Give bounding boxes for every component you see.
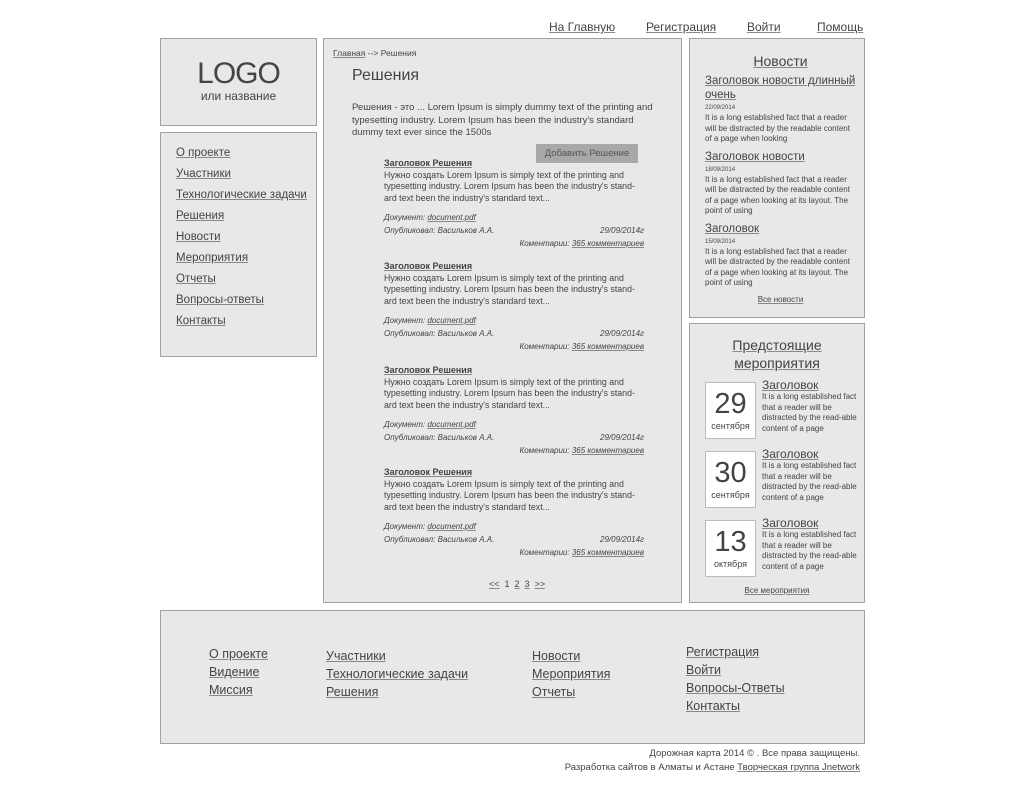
nav-home[interactable]: На Главную [549,20,616,34]
footer-link-row [326,647,468,665]
solution-text: Нужно создать Lorem Ipsum is simply text of the printing and typesetting industry. Lorem Ipsum has been the industry's stand-ard text been the industry's standard text... [384,478,635,512]
document-line [384,211,644,224]
footer-link[interactable]: О проекте [209,647,268,661]
footer-link-row [686,697,785,715]
solution-entry [384,158,644,250]
solution-title-row [384,467,644,479]
page-link[interactable]: 3 [524,579,530,589]
event-body [762,378,862,442]
solution-entry [384,261,644,353]
footer-column [532,647,610,701]
sidebar-item-label[interactable]: Мероприятия [176,252,249,264]
event-text: It is a long established fact that a reader will be distracted by the read-able content of a page [762,530,857,571]
events-panel [689,323,865,603]
news-item-title-row [705,222,856,236]
footer-link-row [532,683,610,701]
news-item-date: 18/09/2014 [705,166,736,173]
developer-text: Разработка сайтов в Алматы и Астане [564,762,738,773]
author-date-row [384,327,644,340]
page-link[interactable]: 2 [514,579,520,589]
sidebar-item-label[interactable]: Новости [176,231,221,243]
news-title[interactable]: Новости [753,53,808,69]
sidebar-item[interactable] [176,189,316,210]
footer-link[interactable]: Мероприятия [532,667,611,681]
document-link[interactable]: document.pdf [427,522,476,531]
sidebar-item[interactable] [176,147,316,168]
nav-help[interactable]: Помощь [817,20,864,34]
event-day: 13 [714,526,747,558]
comments-line [384,546,644,559]
sidebar-item[interactable] [176,294,316,315]
news-item [705,150,856,217]
sidebar-item[interactable] [176,273,316,294]
document-label: Документ: [384,213,428,222]
footer-link-row [209,681,268,699]
footer-link-row [326,665,468,683]
event-date-box [705,382,756,439]
footer-link-row [326,683,468,701]
copyright: Дорожная карта 2014 © . Все права защищены. [649,748,860,759]
author-date-row [384,431,644,444]
main-content [323,38,682,603]
event-month: сентября [711,421,750,431]
logo[interactable] [160,38,317,126]
news-item-text: It is a long established fact that a reader will be distracted by the readable content of a page when looking at its layout. The point of using [705,174,850,215]
sidebar-item[interactable] [176,315,316,336]
news-item-title[interactable]: Заголовок новости длинный очень [705,75,856,101]
document-link[interactable]: document.pdf [427,213,476,222]
sidebar-item-label[interactable]: Технологические задачи [176,189,307,201]
author: Опубликовал: Васильков А.А. [384,226,495,235]
solution-entry [384,467,644,559]
footer-link-row [686,643,785,661]
footer-link[interactable]: Отчеты [532,685,576,699]
page-title: Решения [352,67,420,84]
news-item [705,74,856,145]
comments-label: Коментарии: [519,548,572,557]
event-day: 29 [714,388,747,420]
footer-link-row [209,645,268,663]
sidebar-item-label[interactable]: Вопросы-ответы [176,294,264,306]
publish-date: 29/09/2014г [600,226,644,235]
add-solution-button[interactable]: Добавить Решение [536,144,638,163]
sidebar-item[interactable] [176,231,316,252]
event-body [762,516,862,580]
footer-column [686,643,785,715]
event-title[interactable]: Заголовок [762,447,819,461]
event-title-row [762,516,862,530]
solution-title[interactable]: Заголовок Решения [384,365,473,375]
document-label: Документ: [384,316,428,325]
solution-text: Нужно создать Lorem Ipsum is simply text of the printing and typesetting industry. Lorem Ipsum has been the industry's stand-ard text been the industry's standard text... [384,169,635,203]
breadcrumb-home[interactable]: Главная [333,48,366,58]
news-item-date: 22/09/2014 [705,105,736,111]
comments-link[interactable]: 365 комментариев [571,342,644,351]
sidebar-item-label[interactable]: Контакты [176,315,226,327]
sidebar-item-label[interactable]: О проекте [176,147,231,159]
publish-date: 29/09/2014г [600,433,644,442]
page-link[interactable]: 1 [504,579,510,589]
publish-date: 29/09/2014г [600,535,644,544]
footer-link[interactable]: Вопросы-Ответы [686,681,785,695]
event-text: It is a long established fact that a reader will be distracted by the read-able content of a page [762,392,857,433]
footer-column [326,647,468,701]
solution-title[interactable]: Заголовок Решения [384,158,473,168]
comments-link[interactable]: 365 комментариев [571,239,644,248]
sidebar-item[interactable] [176,252,316,273]
comments-line [384,340,644,353]
logo-title: LOGO [197,57,280,90]
sidebar-item-label[interactable]: Решения [176,210,225,222]
all-events-link[interactable]: Все мероприятия [744,586,810,595]
pagination [489,579,550,589]
event-item [705,378,864,442]
developer-credit [565,762,860,773]
publish-date: 29/09/2014г [600,329,644,338]
document-line [384,314,644,327]
comments-label: Коментарии: [519,342,572,351]
document-line [384,418,644,431]
comments-line [384,444,644,457]
solution-text: Нужно создать Lorem Ipsum is simply text of the printing and typesetting industry. Lorem Ipsum has been the industry's stand-ard text been the industry's standard text... [384,272,635,306]
event-month: сентября [711,490,750,500]
footer-link-row [686,679,785,697]
events-title[interactable]: Предстоящие мероприятия [732,337,822,371]
news-item-title-row [705,150,856,164]
event-date-box [705,520,756,577]
footer-link[interactable]: Войти [686,663,721,677]
solution-title-row [384,261,644,273]
footer-link-row [532,665,610,683]
footer-link[interactable]: Видение [209,665,260,679]
comments-link[interactable]: 365 комментариев [571,446,644,455]
page-link[interactable]: << [489,579,500,589]
comments-label: Коментарии: [519,239,572,248]
news-item-title[interactable]: Заголовок новости [705,150,805,163]
footer-link[interactable]: Технологические задачи [326,667,469,681]
event-body [762,447,862,511]
footer-link[interactable]: Регистрация [686,645,760,659]
comments-line [384,237,644,250]
footer-column [209,645,268,699]
solution-title-row [384,158,644,170]
news-item-text: It is a long established fact that a reader will be distracted by the readable content of a page when looking at its layout. The point of using [705,246,850,287]
event-text: It is a long established fact that a reader will be distracted by the read-able content of a page [762,461,857,502]
author: Опубликовал: Васильков А.А. [384,535,495,544]
news-item-text: It is a long established fact that a reader will be distracted by the readable content of a page when looking [705,113,850,143]
page-link[interactable]: >> [534,579,546,589]
event-date-box [705,451,756,508]
document-line [384,520,644,533]
footer-link[interactable]: Решения [326,685,379,699]
intro-text: Решения - это ... Lorem Ipsum is simply dummy text of the printing and typesetting industry. Lorem Ipsum has been the industry's standard dummy text ever since the 1500s [352,102,653,138]
footer-link-row [209,663,268,681]
solution-title[interactable]: Заголовок Решения [384,467,473,477]
footer-link[interactable]: Миссия [209,683,253,697]
footer-link[interactable]: Новости [532,649,581,663]
event-title[interactable]: Заголовок [762,516,819,530]
event-title[interactable]: Заголовок [762,378,819,392]
breadcrumb [333,48,416,58]
news-item [705,222,856,289]
news-item-title[interactable]: Заголовок [705,222,760,235]
author: Опубликовал: Васильков А.А. [384,329,495,338]
news-panel [689,38,865,318]
footer [160,610,865,744]
sidebar-item-label[interactable]: Отчеты [176,273,216,285]
news-item-title-row [705,74,856,102]
comments-link[interactable]: 365 комментариев [571,548,644,557]
footer-link[interactable]: Контакты [686,699,740,713]
footer-link-row [686,661,785,679]
event-title-row [762,378,862,392]
footer-link-row [532,647,610,665]
breadcrumb-current: --> Решения [367,48,417,58]
sidebar-item-label[interactable]: Участники [176,168,231,180]
solution-title-row [384,365,644,377]
event-month: октября [714,559,747,569]
document-link[interactable]: document.pdf [427,420,476,429]
event-day: 30 [714,457,747,489]
comments-label: Коментарии: [519,446,572,455]
event-item [705,516,864,580]
sidebar-menu [160,132,317,357]
document-label: Документ: [384,420,428,429]
all-news-link[interactable]: Все новости [757,294,804,304]
solution-entry [384,365,644,457]
document-link[interactable]: document.pdf [427,316,476,325]
author-date-row [384,224,644,237]
footer-link[interactable]: Участники [326,649,386,663]
author-date-row [384,533,644,546]
nav-login[interactable]: Войти [747,20,781,34]
solution-title[interactable]: Заголовок Решения [384,261,473,271]
sidebar-item[interactable] [176,168,316,189]
sidebar-item[interactable] [176,210,316,231]
nav-register[interactable]: Регистрация [646,20,717,34]
developer-link[interactable]: Творческая группа Jnetwork [737,762,860,773]
author: Опубликовал: Васильков А.А. [384,433,495,442]
event-title-row [762,447,862,461]
event-item [705,447,864,511]
solution-text: Нужно создать Lorem Ipsum is simply text of the printing and typesetting industry. Lorem Ipsum has been the industry's stand-ard text been the industry's standard text... [384,376,635,410]
logo-subtitle: или название [200,89,277,103]
document-label: Документ: [384,522,428,531]
news-item-date: 15/09/2014 [705,238,736,245]
